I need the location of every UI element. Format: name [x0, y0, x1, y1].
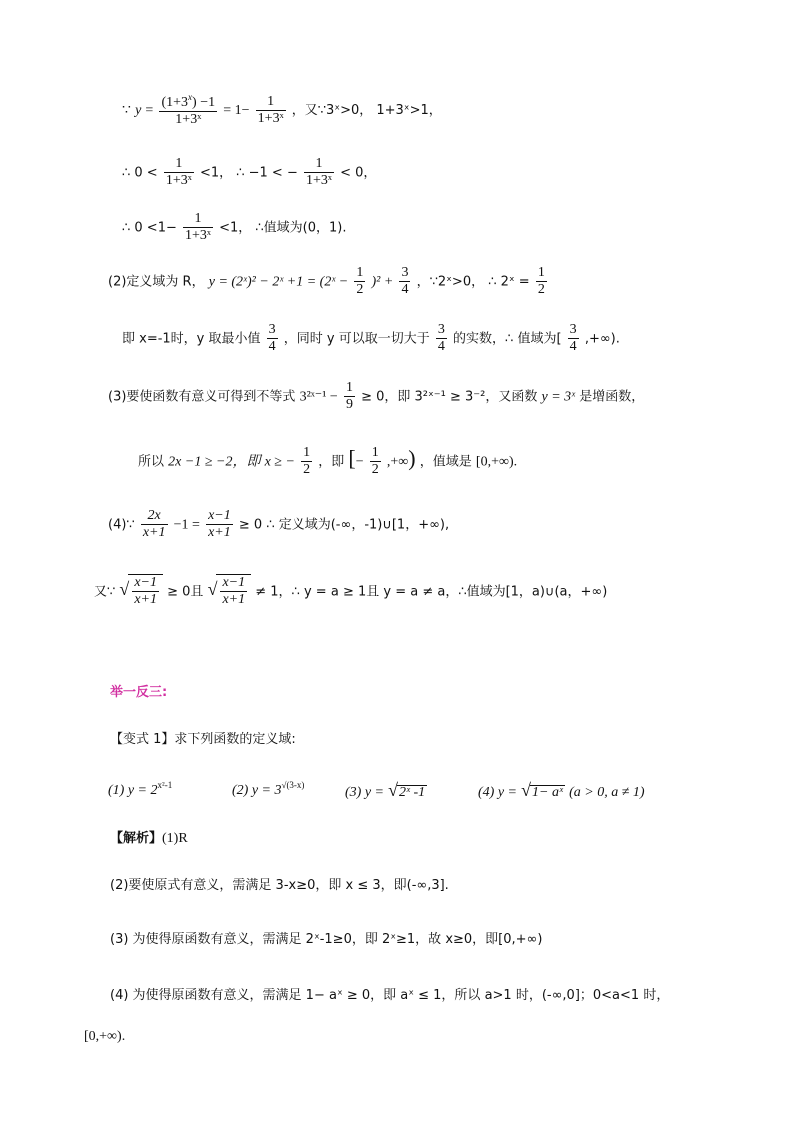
fraction-4: $\frac{1}{\text{1+3ˣ}}$	[306, 156, 332, 189]
question-3: (3) y = √2ˣ -1	[345, 780, 426, 800]
part-3-line: (3)要使函数有意义可得到不等式 3²ˣ⁻¹ − $\frac{1}{9}$ ≥ 0，即 3²ˣ⁻¹ ≥ 3⁻²，又函数 y = 3ˣ 是增函数，	[108, 380, 645, 413]
answer-4-cont: [0,+∞).	[84, 1029, 126, 1044]
line-3: ∴ 0 <1− $\frac{1}{\text{1+3ˣ}}$ <1， ∴值域为(0，1).	[122, 211, 347, 244]
fraction-5: $\frac{1}{\text{1+3ˣ}}$	[185, 211, 211, 244]
part-4-explain: 又∵ √ $\frac{x-1}{x+1}$ ≥ 0且 √ $\frac{x-1}{x+1}$ ≠ 1，∴ y = a ≥ 1且 y = a ≠ a，∴值域为[1，a)∪(a，+∞)	[94, 575, 608, 608]
variant-title: 【变式 1】求下列函数的定义域:	[110, 732, 296, 747]
line-1: ∵ y = $\frac{(1+3^x) -1}{\text{1+3ˣ}}$ = 1− $\frac{1}{\text{1+3ˣ}}$ ，又∵3ˣ>0， 1+3ˣ>1，	[122, 92, 442, 128]
answer-3: (3) 为使得原函数有意义，需满足 2ˣ-1≥0，即 2ˣ≥1，故 x≥0，即[0,+∞)	[110, 932, 543, 947]
line-2: ∴ 0 < $\frac{1}{\text{1+3ˣ}}$ <1， ∴ −1 < − $\frac{1}{\text{1+3ˣ}}$ < 0，	[122, 156, 377, 189]
answer-2: (2)要使原式有意义，需满足 3-x≥0，即 x ≤ 3，即(-∞,3].	[110, 878, 449, 893]
fraction-2: $\frac{1}{\text{1+3ˣ}}$	[257, 93, 284, 126]
section-heading: 举一反三:	[110, 685, 168, 700]
var-y: y	[135, 102, 142, 118]
fraction-1: $\frac{(1+3^x) -1}{\text{1+3ˣ}}$	[161, 92, 216, 128]
line-1-tail: ，又∵3ˣ>0， 1+3ˣ>1，	[291, 102, 442, 118]
question-4: (4) y = √1− aˣ (a > 0, a ≠ 1)	[478, 780, 645, 800]
answer-1: 【解析】(1)R	[110, 831, 188, 846]
fraction-3: $\frac{1}{\text{1+3ˣ}}$	[165, 156, 192, 189]
question-1: (1) $y = 2^{x^2-1}$	[108, 780, 173, 798]
part-4-line: (4)∵ $\frac{2x}{x+1}$ −1 = $\frac{x-1}{x+1}$ ≥ 0 ∴ 定义域为(-∞，-1)∪[1，+∞),	[108, 508, 450, 541]
part-3-explain: 所以 2x −1 ≥ −2，即 x ≥ − $\frac{1}{2}$ ，即 [− $\frac{1}{2}$ ,+∞) ，值域是 [0,+∞).	[138, 445, 518, 478]
part-2-explain: 即 x=-1时，y 取最小值 $\frac{3}{4}$ ，同时 y 可以取一切大于 $\frac{3}{4}$ 的实数，∴ 值域为[ $\frac{3}{4}$ ,+∞).	[122, 322, 620, 355]
because-symbol: ∵	[122, 102, 131, 118]
answer-4: (4) 为使得原函数有意义，需满足 1− aˣ ≥ 0，即 aˣ ≤ 1，所以 a>1 时，(-∞,0]；0<a<1 时，	[110, 988, 670, 1003]
part-2-line: (2)定义域为 R， y = (2ˣ)² − 2ˣ +1 = (2ˣ − $\frac{1}{2}$ )² + $\frac{3}{4}$ ，∵2ˣ>0， ∴ 2ˣ = $\frac{1}{2}$	[108, 265, 545, 298]
question-2: (2) $y = 3^{√(3-x)}$	[232, 780, 305, 798]
